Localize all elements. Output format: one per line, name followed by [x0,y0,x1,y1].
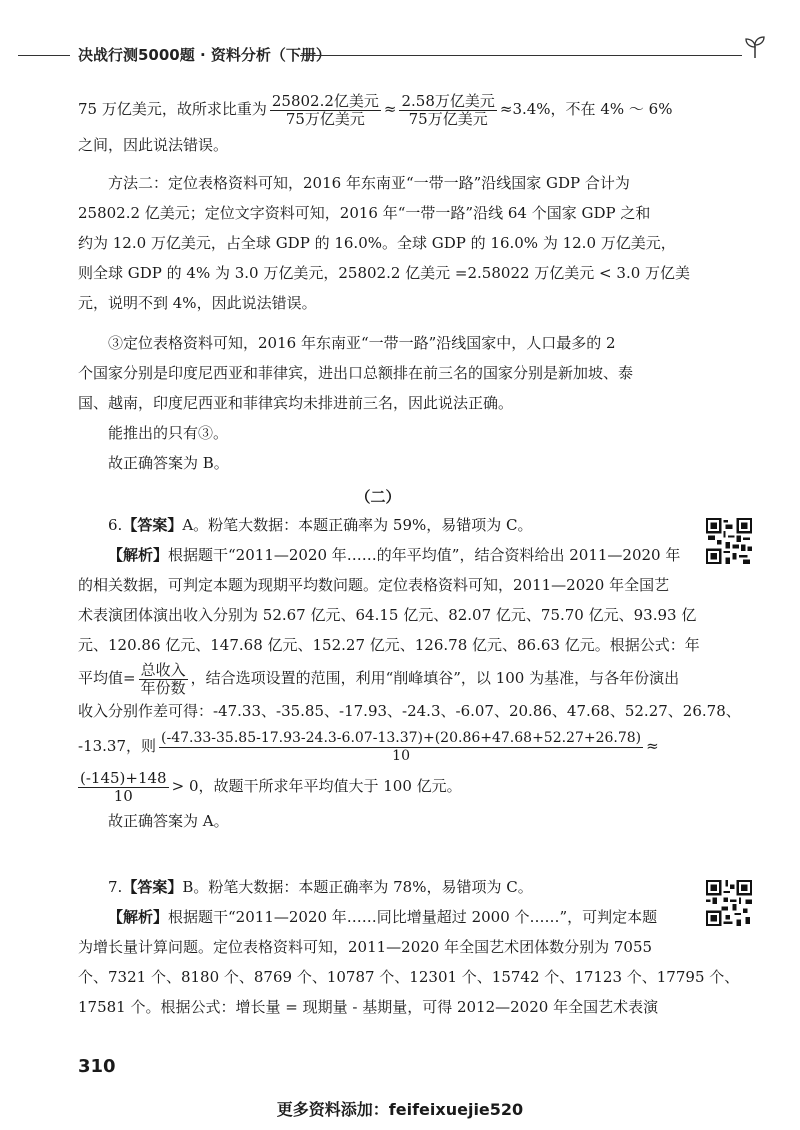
text-segment: ，结合选项设置的范围，利用“削峰填谷”，以 100 为基准，与各年份演出 [190,669,680,687]
text-line [78,88,678,130]
text-segment: 75 万亿美元，故所求比重为 [78,100,267,118]
book-title: 决战行测5000题 · 资料分析（下册） [78,46,331,64]
text-line: 能推出的只有③。 [108,424,229,442]
text-line: ③定位表格资料可知，2016 年东南亚“一带一路”沿线国家中，人口最多的 2 [108,334,616,352]
formula-line [78,766,678,806]
answer-label: 【答案】 [122,516,183,534]
fraction-denominator: 10 [113,786,133,805]
page-number: 310 [78,1056,116,1077]
text-segment: 根据题干“2011—2020 年……同比增量超过 2000 个……”，可判定本题 [168,908,658,926]
qr-code-icon[interactable] [706,880,752,926]
text-line: 术表演团体演出收入分别为 52.67 亿元、64.15 亿元、82.07 亿元、75.70 亿元、93.93 亿 [78,606,697,624]
header-rule-right [300,55,742,56]
text-line: 17581 个。根据公式：增长量 = 现期量 - 基期量，可得 2012—2020 年全国艺术表演 [78,998,659,1016]
text-line: 故正确答案为 A。 [108,812,229,830]
text-segment: -13.37，则 [78,737,157,755]
question-number: 6. [108,516,123,534]
text-line: 个国家分别是印度尼西亚和菲律宾，进出口总额排在前三名的国家分别是新加坡、泰 [78,364,634,382]
answer-text: B。粉笔大数据：本题正确率为 78%，易错项为 C。 [182,878,533,896]
fraction-denominator: 75万亿美元 [285,109,365,128]
running-header [0,42,800,72]
fraction [78,770,169,805]
question-7 [78,872,740,1022]
analysis-label: 【解析】 [108,546,169,564]
footer-note: 更多资料添加：feifeixuejie520 [276,1100,524,1119]
fraction [270,93,381,128]
answer-label: 【答案】 [122,878,183,896]
text-line: 故正确答案为 B。 [108,454,229,472]
formula-line [78,660,678,696]
text-line: 则全球 GDP 的 4% 为 3.0 万亿美元，25802.2 亿美元 =2.58022 万亿美元 < 3.0 万亿美 [78,264,691,282]
fraction-numerator: 25802.2亿美元 [271,91,379,110]
text-line: 约为 12.0 万亿美元，占全球 GDP 的 16.0%。全球 GDP 的 16.0% 为 12.0 万亿美元， [78,234,676,252]
answer-text: A。粉笔大数据：本题正确率为 59%，易错项为 C。 [182,516,533,534]
question-6 [78,510,741,836]
analysis-line [78,540,681,570]
text-line: 国、越南，印度尼西亚和菲律宾均未排进前三名，因此说法正确。 [78,394,514,412]
sprout-icon [742,34,768,60]
text-line: 收入分别作差可得：-47.33、-35.85、-17.93、-24.3、-6.07、20.86、47.68、52.27、26.78、 [78,702,741,720]
approx-sign: ≈ [383,100,397,118]
qr-code-icon[interactable] [706,518,752,564]
fraction [159,730,643,765]
text-line: 之间，因此说法错误。 [78,136,229,154]
text-line: 元，说明不到 4%，因此说法错误。 [78,294,317,312]
text-segment: > 0，故题干所求年平均值大于 100 亿元。 [171,777,462,795]
text-line: 元、120.86 亿元、147.68 亿元、152.27 亿元、126.78 亿元、86.63 亿元。根据公式：年 [78,636,700,654]
text-segment: 平均值= [78,669,136,687]
paragraph-method-two [78,168,691,318]
fraction-numerator: (-47.33-35.85-17.93-24.3-6.07-13.37)+(20.86+47.68+52.27+26.78) [161,729,642,746]
fraction [399,93,496,128]
text-line: 个、7321 个、8180 个、8769 个、10787 个、12301 个、15742 个、17123 个、17795 个、 [78,968,740,986]
fraction-numerator: 总收入 [140,660,186,679]
text-line: 25802.2 亿美元；定位文字资料可知，2016 年“一带一路”沿线 64 个国家 GDP 之和 [78,204,651,222]
answer-line [78,872,678,902]
fraction [139,662,188,697]
text-line: 的相关数据，可判定本题为现期平均数问题。定位表格资料可知，2011—2020 年全国艺 [78,576,670,594]
text-segment: ≈3.4%，不在 4% ～ 6% [499,100,673,118]
fraction-numerator: (-145)+148 [80,768,167,787]
text-line: 方法二：定位表格资料可知，2016 年东南亚“一带一路”沿线国家 GDP 合计为 [108,174,630,192]
paragraph-ratio [78,88,678,160]
fraction-denominator: 10 [392,747,410,764]
section-heading: （二） [355,488,401,506]
fraction-denominator: 75万亿美元 [408,109,488,128]
paragraph-point-three [78,328,678,478]
analysis-line [78,902,678,932]
answer-line [78,510,678,540]
text-segment: 根据题干“2011—2020 年……的年平均值”，结合资料给出 2011—2020 年 [168,546,681,564]
header-rule-left [18,55,70,56]
fraction-numerator: 2.58万亿美元 [401,91,495,110]
question-number: 7. [108,878,123,896]
text-line: 为增长量计算问题。定位表格资料可知，2011—2020 年全国艺术团体数分别为 7055 [78,938,653,956]
approx-sign: ≈ [646,737,659,755]
fraction-denominator: 年份数 [140,678,186,697]
analysis-label: 【解析】 [108,908,169,926]
formula-line [78,726,678,766]
